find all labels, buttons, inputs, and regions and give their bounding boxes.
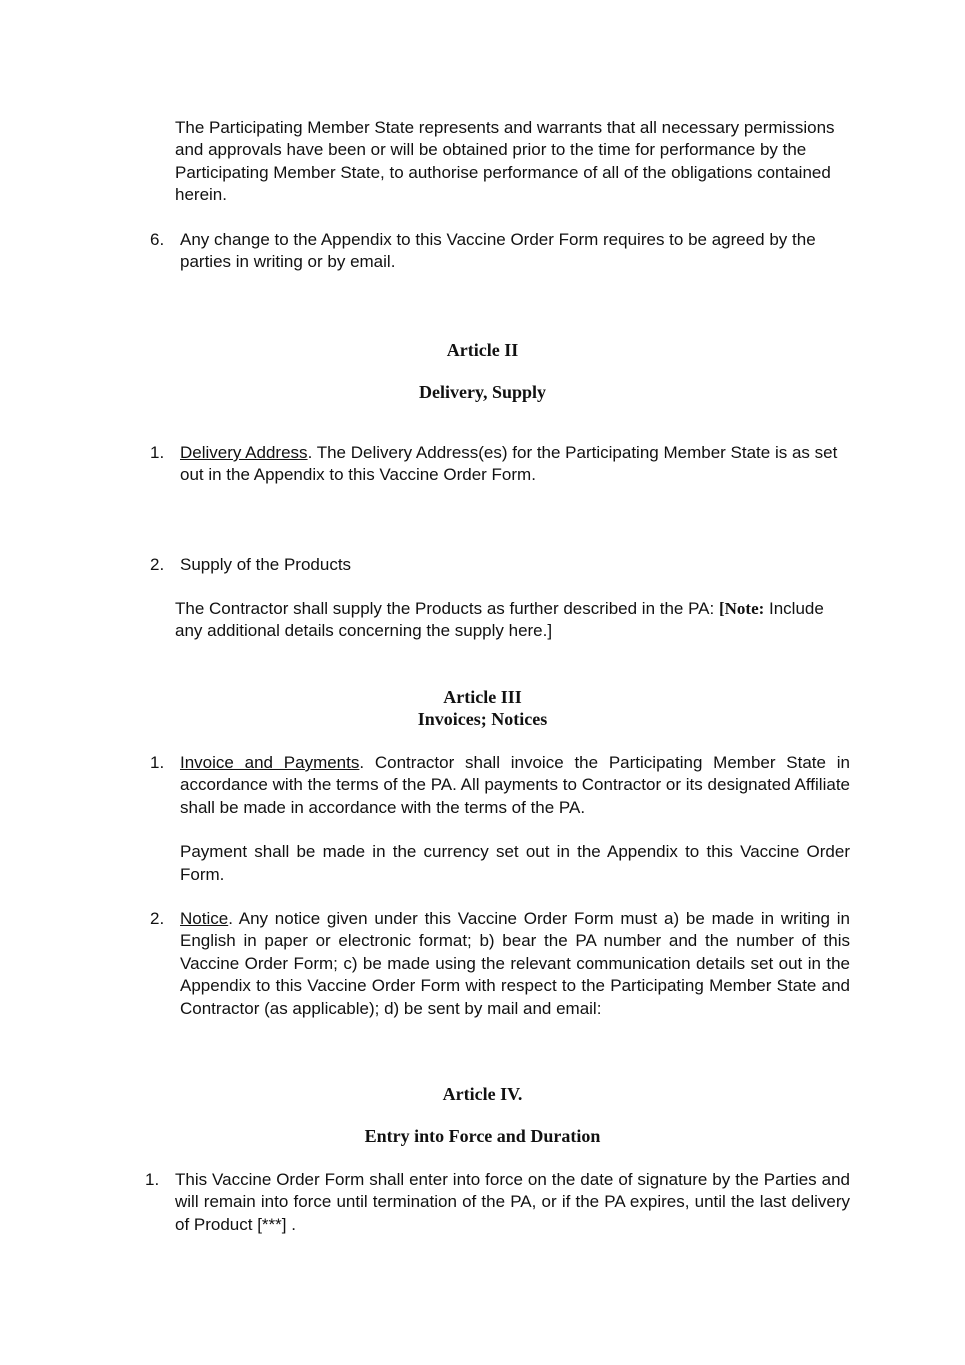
item-number: 1. <box>150 753 165 772</box>
intro-paragraph: The Participating Member State represents and warrants that all necessary permissions and approvals have been or will be obtained prior to the time for performance by the Participating Member State, to authorise performance of all of the obligations contained herein. <box>175 118 835 205</box>
item-text: . The Delivery Address(es) for the Participating Member State is as set out in the Appendix to this Vaccine Order Form. <box>180 443 838 485</box>
article3-item-1 <box>150 752 850 886</box>
item-text: Any change to the Appendix to this Vaccine Order Form requires to be agreed by the parties in writing or by email. <box>180 230 816 272</box>
item-text: . Any notice given under this Vaccine Order Form must a) be made in writing in English in paper or electronic format; b) bear the PA number and the number of this Vaccine Order Form; c) be made using the relevant communication details set out in the Appendix to this Vaccine Order Form with respect to the Participating Member State and Contractor (as applicable); d) be sent by mail and email: <box>180 909 850 1018</box>
item-text: This Vaccine Order Form shall enter into force on the date of signature by the Parties and will remain into force until termination of the PA, or if the PA expires, until the last delivery of Product [***] . <box>175 1170 850 1234</box>
note-label: [Note: <box>718 599 765 618</box>
item-number: 1. <box>150 443 165 462</box>
delivery-address-label: Delivery Address <box>180 443 308 462</box>
article-4-subtitle: Entry into Force and Duration <box>364 1126 601 1146</box>
item-number: 2. <box>150 555 165 574</box>
article3-item-2 <box>150 908 850 1020</box>
item-number: 6. <box>150 230 165 249</box>
article-4-title: Article IV. <box>442 1084 523 1104</box>
article2-item-2 <box>150 554 850 576</box>
notice-label: Notice <box>180 909 229 928</box>
article1-item-6 <box>150 229 850 274</box>
article4-item-1 <box>145 1169 850 1236</box>
item-number: 1. <box>145 1170 160 1189</box>
article-2-title: Article II <box>446 340 519 360</box>
supply-text: The Contractor shall supply the Products as further described in the PA: <box>175 599 719 618</box>
article-2-subtitle: Delivery, Supply <box>418 382 547 402</box>
item-number: 2. <box>150 909 165 928</box>
article-3-subtitle: Invoices; Notices <box>417 709 548 729</box>
item-text: . Contractor shall invoice the Participating Member State in accordance with the terms of the PA. All payments to Contractor or its designated Affiliate shall be made in accordance with the terms of the PA. <box>180 753 850 817</box>
note-text: Include any additional details concerning the supply here.] <box>175 599 824 641</box>
invoice-payments-label: Invoice and Payments <box>180 753 360 772</box>
article-3-title: Article III <box>443 687 522 707</box>
item-text: Supply of the Products <box>180 555 352 574</box>
article2-item-1 <box>150 442 850 487</box>
payment-currency-text: Payment shall be made in the currency set out in the Appendix to this Vaccine Order Form. <box>180 842 850 884</box>
supply-paragraph <box>175 598 850 643</box>
